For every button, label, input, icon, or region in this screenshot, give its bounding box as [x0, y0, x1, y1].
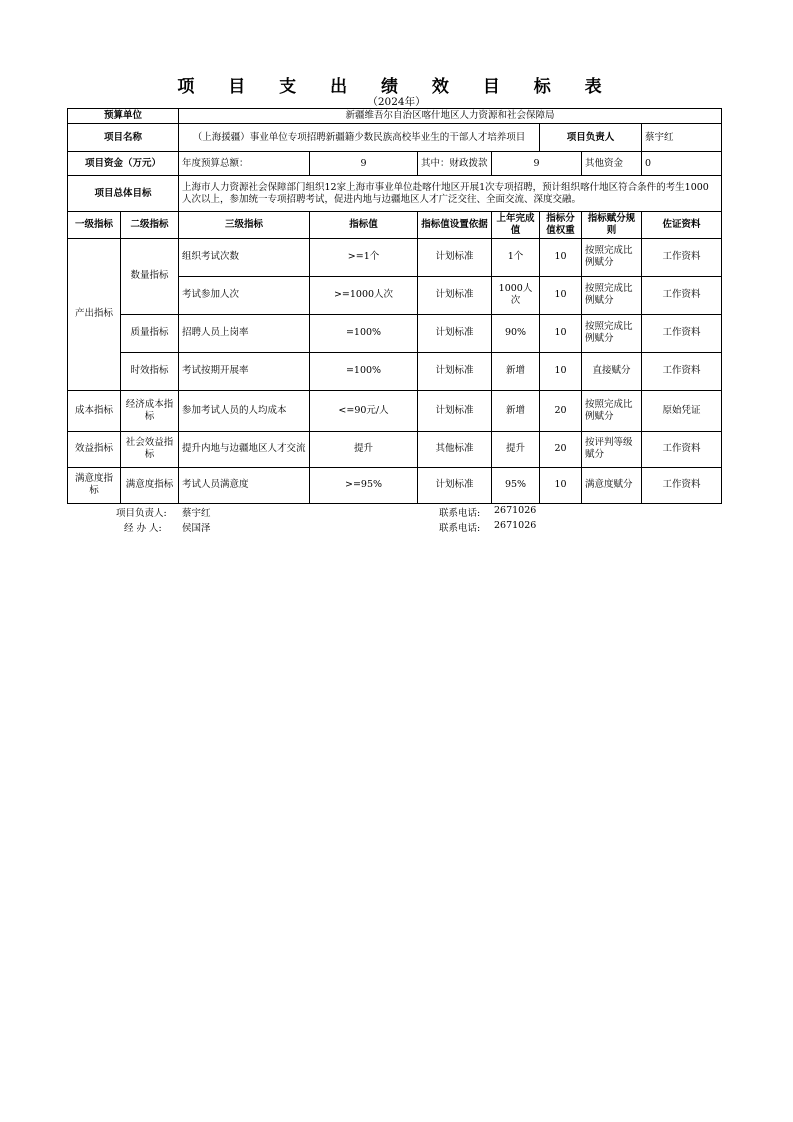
project-leader-label: 项目负责人 [540, 124, 642, 152]
table-row [68, 431, 722, 467]
indicator-name: 考试人员满意度 [179, 467, 310, 503]
group-output: 产出指标 [68, 238, 121, 390]
group-quantity: 数量指标 [121, 238, 179, 314]
indicator-last: 新增 [492, 390, 540, 431]
header-level2: 二级指标 [121, 212, 179, 239]
footer-handler-label: 经 办 人: [124, 523, 162, 534]
header-weight: 指标分值权重 [540, 212, 582, 239]
indicator-evidence: 工作资料 [642, 467, 722, 503]
indicator-name: 参加考试人员的人均成本 [179, 390, 310, 431]
header-rule: 指标赋分规则 [582, 212, 642, 239]
group-satisfaction-sub: 满意度指标 [121, 467, 179, 503]
project-leader-value: 蔡宇红 [642, 124, 722, 152]
indicator-name: 组织考试次数 [179, 238, 310, 276]
footer-phone-2: 2671026 [494, 520, 537, 531]
group-quality: 质量指标 [121, 314, 179, 352]
indicator-rule: 按照完成比例赋分 [582, 314, 642, 352]
indicator-evidence: 工作资料 [642, 431, 722, 467]
project-name-label: 项目名称 [68, 124, 179, 152]
fiscal-value: 9 [492, 152, 582, 176]
budget-unit-value: 新疆维吾尔自治区喀什地区人力资源和社会保障局 [179, 109, 722, 124]
indicator-last: 提升 [492, 431, 540, 467]
other-funds-label: 其他资金 [582, 152, 642, 176]
indicator-name: 考试参加人次 [179, 276, 310, 314]
indicator-last: 1000人次 [492, 276, 540, 314]
indicator-weight: 10 [540, 314, 582, 352]
header-level3: 三级指标 [179, 212, 310, 239]
indicator-evidence: 工作资料 [642, 238, 722, 276]
overall-goal-value: 上海市人力资源社会保障部门组织12家上海市事业单位赴喀什地区开展1次专项招聘，预计组织喀什地区符合条件的考生1000人次以上，参加统一专项招聘考试，促进内地与边疆地区人才广泛交往、全面交流、深度交融。 [179, 176, 722, 212]
indicator-rule: 按照完成比例赋分 [582, 390, 642, 431]
footer-leader-name: 蔡宇红 [182, 508, 211, 519]
header-value: 指标值 [310, 212, 418, 239]
indicator-rule: 满意度赋分 [582, 467, 642, 503]
group-economic-cost: 经济成本指标 [121, 390, 179, 431]
indicator-rule: 直接赋分 [582, 352, 642, 390]
footer-phone-1: 2671026 [494, 505, 537, 516]
indicator-weight: 10 [540, 276, 582, 314]
indicator-basis: 计划标准 [418, 467, 492, 503]
indicator-name: 提升内地与边疆地区人才交流 [179, 431, 310, 467]
project-funds-label: 项目资金（万元） [68, 152, 179, 176]
indicator-last: 95% [492, 467, 540, 503]
table-row [68, 352, 722, 390]
indicator-value: <=90元/人 [310, 390, 418, 431]
indicator-value: >=1个 [310, 238, 418, 276]
indicator-last: 90% [492, 314, 540, 352]
indicator-rule: 按照完成比例赋分 [582, 276, 642, 314]
indicator-value: 提升 [310, 431, 418, 467]
indicator-basis: 计划标准 [418, 352, 492, 390]
table-row [68, 314, 722, 352]
group-benefit: 效益指标 [68, 431, 121, 467]
table-row [68, 467, 722, 503]
group-cost: 成本指标 [68, 390, 121, 431]
table-row [68, 390, 722, 431]
indicator-rule: 按评判等级赋分 [582, 431, 642, 467]
indicator-rule: 按照完成比例赋分 [582, 238, 642, 276]
indicator-basis: 其他标准 [418, 431, 492, 467]
indicator-weight: 10 [540, 352, 582, 390]
budget-unit-label: 预算单位 [68, 109, 179, 124]
indicator-weight: 20 [540, 431, 582, 467]
project-name-value: （上海援疆）事业单位专项招聘新疆籍少数民族高校毕业生的干部人才培养项目 [179, 124, 540, 152]
indicator-basis: 计划标准 [418, 276, 492, 314]
year-label: （2024年） [367, 96, 426, 108]
page-title: 项 目 支 出 绩 效 目 标 表 [177, 77, 616, 97]
table-row [68, 238, 722, 276]
indicator-value: =100% [310, 352, 418, 390]
footer-phone-label-1: 联系电话: [439, 508, 481, 519]
indicator-last: 新增 [492, 352, 540, 390]
header-level1: 一级指标 [68, 212, 121, 239]
header-basis: 指标值设置依据 [418, 212, 492, 239]
header-last-year: 上年完成值 [492, 212, 540, 239]
indicator-value: >=1000人次 [310, 276, 418, 314]
indicator-basis: 计划标准 [418, 238, 492, 276]
indicator-value: =100% [310, 314, 418, 352]
performance-target-table [67, 108, 722, 504]
indicator-last: 1个 [492, 238, 540, 276]
annual-budget-label: 年度预算总额： [179, 152, 310, 176]
indicator-basis: 计划标准 [418, 314, 492, 352]
indicator-value: >=95% [310, 467, 418, 503]
indicator-evidence: 工作资料 [642, 314, 722, 352]
other-funds-value: 0 [642, 152, 722, 176]
footer-phone-label-2: 联系电话: [439, 523, 481, 534]
indicator-weight: 10 [540, 238, 582, 276]
indicator-name: 考试按期开展率 [179, 352, 310, 390]
indicator-evidence: 工作资料 [642, 276, 722, 314]
indicator-basis: 计划标准 [418, 390, 492, 431]
indicator-name: 招聘人员上岗率 [179, 314, 310, 352]
group-timeliness: 时效指标 [121, 352, 179, 390]
overall-goal-label: 项目总体目标 [68, 176, 179, 212]
fiscal-label: 其中：财政拨款 [418, 152, 492, 176]
indicator-weight: 10 [540, 467, 582, 503]
indicator-evidence: 原始凭证 [642, 390, 722, 431]
indicator-evidence: 工作资料 [642, 352, 722, 390]
group-satisfaction: 满意度指标 [68, 467, 121, 503]
header-evidence: 佐证资料 [642, 212, 722, 239]
footer-handler-name: 侯国泽 [182, 523, 211, 534]
footer-leader-label: 项目负责人: [116, 508, 167, 519]
annual-budget-value: 9 [310, 152, 418, 176]
indicator-weight: 20 [540, 390, 582, 431]
group-social-benefit: 社会效益指标 [121, 431, 179, 467]
